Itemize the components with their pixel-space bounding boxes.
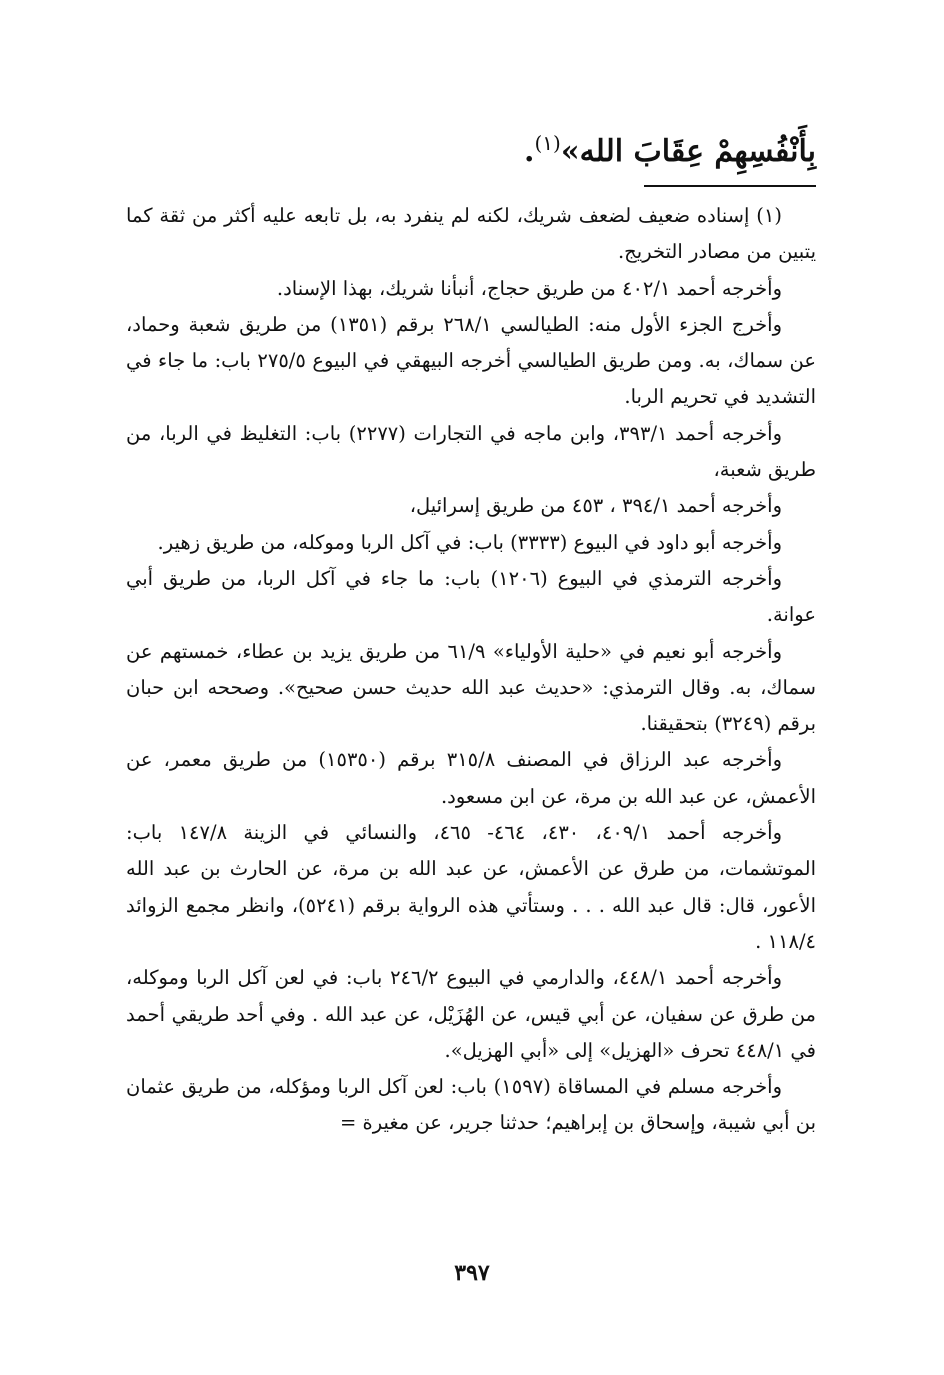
main-text: بِأَنْفُسِهِمْ عِقَابَ الله» bbox=[560, 134, 816, 169]
footnotes-section bbox=[126, 198, 816, 1142]
footnote-paragraph: (١) إسناده ضعيف لضعف شريك، لكنه لم ينفرد به، بل تابعه عليه أكثر من ثقة كما يتبين من مصادر التخريج. bbox=[126, 204, 816, 264]
footnote-paragraph: وأخرجه أبو داود في البيوع (٣٣٣٣) باب: في آكل الربا وموكله، من طريق زهير. bbox=[157, 530, 782, 554]
footnote-paragraph: وأخرجه أبو نعيم في «حلية الأولياء» ٦١/٩ من طريق يزيد بن عطاء، خمستهم عن سماك، به. وقال الترمذي: «حديث عبد الله حديث حسن صحيح». وصححه ابن حبان برقم (٣٢٤٩) بتحقيقنا. bbox=[126, 639, 816, 736]
footnote-paragraph: وأخرجه الترمذي في البيوع (١٢٠٦) باب: ما جاء في آكل الربا، من طريق أبي عوانة. bbox=[126, 566, 816, 627]
footnote-paragraph: وأخرجه أحمد ٣٩٤/١ ، ٤٥٣ من طريق إسرائيل، bbox=[409, 494, 782, 518]
footnote-paragraph: وأخرجه أحمد ٤٤٨/١، والدارمي في البيوع ٢٤٦/٢ باب: في لعن آكل الربا وموكله، من طرق عن سفيان، عن أبي قيس، عن الهُزَيْل، عن عبد الله . وفي أحد طريقي أحمد في ٤٤٨/١ تحرف «الهزيل» إلى «أبي الهزيل». bbox=[126, 966, 816, 1062]
page-number: ٣٩٧ bbox=[454, 1260, 490, 1286]
footnote-paragraph: وأخرجه أحمد ٤٠٢/١ من طريق حجاج، أنبأنا شريك، بهذا الإسناد. bbox=[276, 276, 782, 300]
footnote-reference: (١) bbox=[534, 131, 561, 155]
footnote-paragraph: وأخرجه أحمد ٣٩٣/١، وابن ماجه في التجارات (٢٢٧٧) باب: التغليظ في الربا، من طريق شعبة، bbox=[126, 421, 816, 482]
footnote-paragraph: وأخرجه عبد الرزاق في المصنف ٣١٥/٨ برقم (١٥٣٥٠) من طريق معمر، عن الأعمش، عن عبد الله بن مرة، عن ابن مسعود. bbox=[126, 748, 816, 808]
main-text-end: . bbox=[524, 134, 535, 169]
footnote-paragraph: وأخرج الجزء الأول منه: الطيالسي ٢٦٨/١ برقم (١٣٥١) من طريق شعبة وحماد، عن سماك، به. ومن طريق الطيالسي أخرجه البيهقي في البيوع ٢٧٥/٥ باب: ما جاء في التشديد في تحريم الربا. bbox=[126, 312, 817, 409]
footnote-paragraph: وأخرجه أحمد ٤٠٩/١، ٤٣٠، ٤٦٤- ٤٦٥، والنسائي في الزينة ١٤٧/٨ باب: الموتشمات، من طرق عن الأعمش، عن عبد الله بن مرة، عن الحارث بن عبد الله الأعور، قال: قال عبد الله . . . وستأتي هذه الرواية برقم (٥٢٤١)، وانظر مجمع الزوائد ١١٨/٤ . bbox=[126, 821, 816, 953]
footnote-paragraph: وأخرجه مسلم في المساقاة (١٥٩٧) باب: لعن آكل الربا ومؤكله، من طريق عثمان بن أبي شيبة، وإسحاق بن إبراهيم؛ حدثنا جرير، عن مغيرة = bbox=[126, 1075, 816, 1135]
footnote-separator bbox=[644, 185, 816, 187]
main-text-line bbox=[116, 118, 816, 177]
